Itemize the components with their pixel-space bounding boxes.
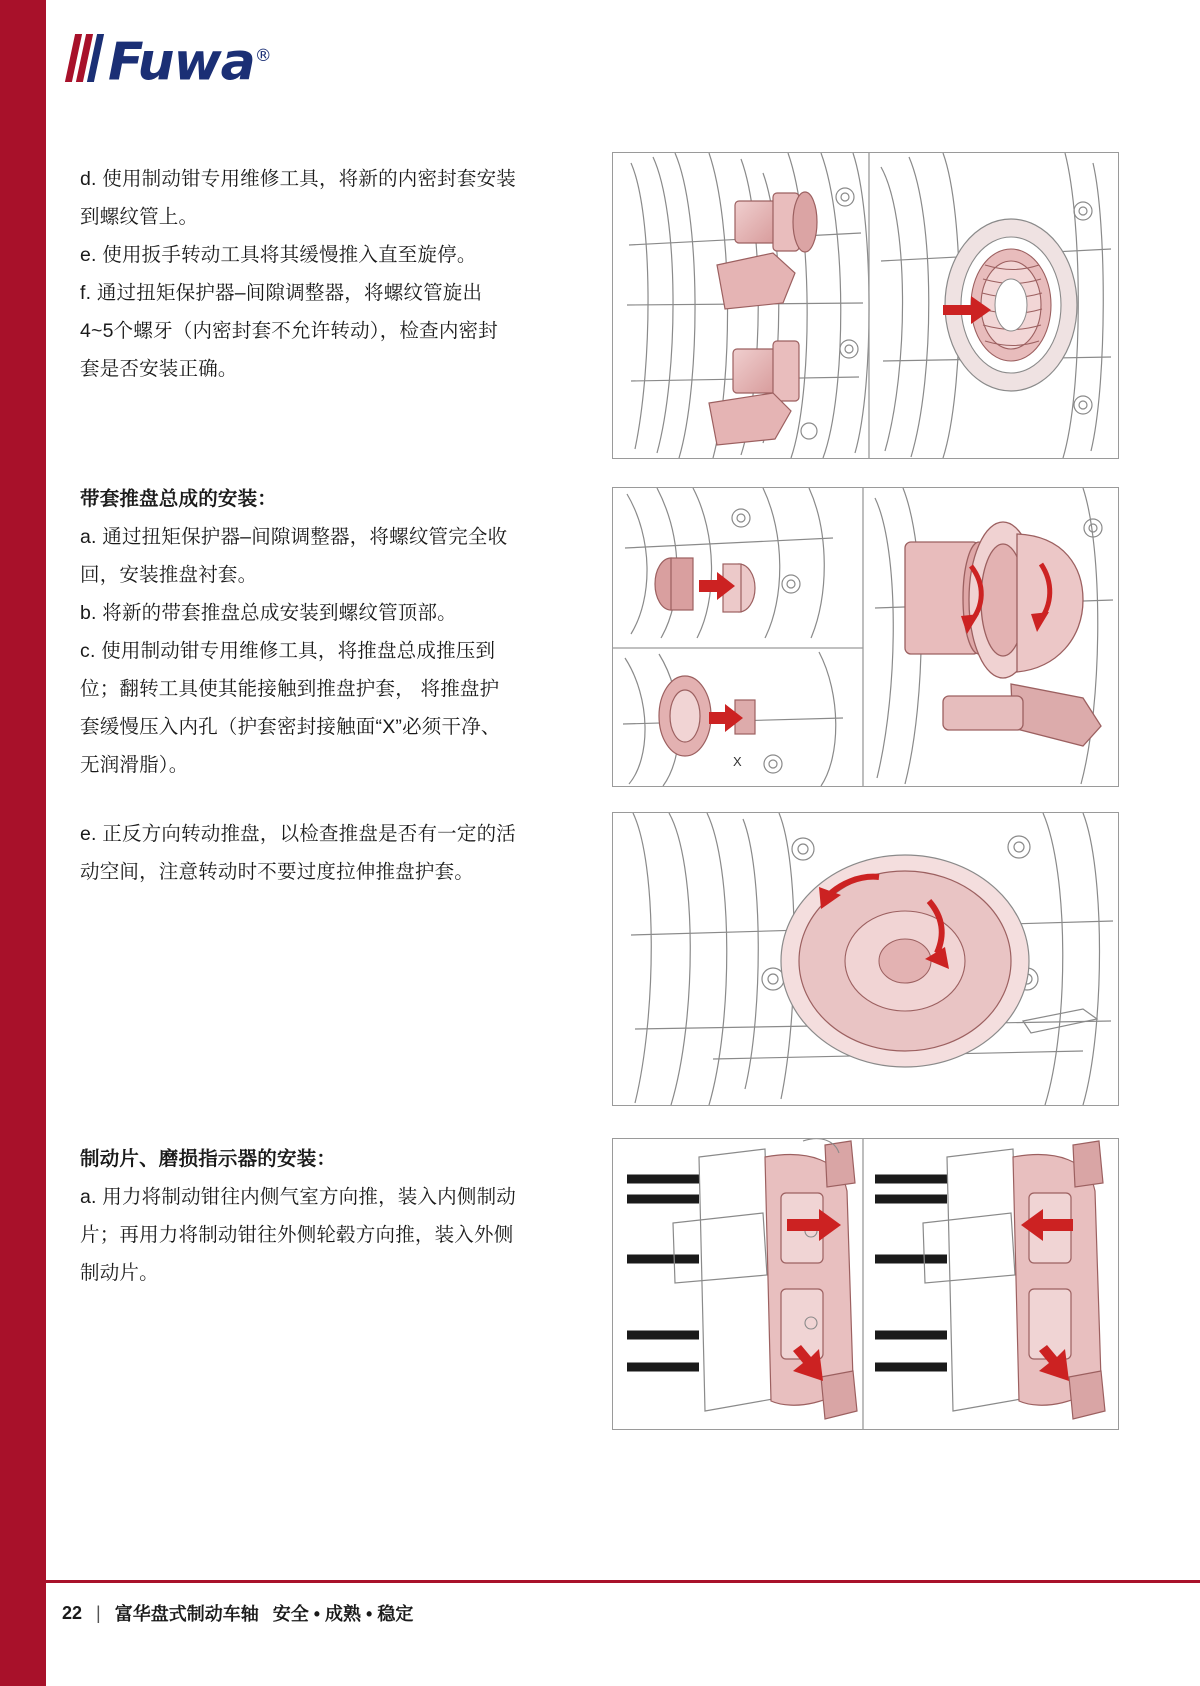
section-thrust-plate-assembly xyxy=(80,480,580,784)
page-header xyxy=(70,28,271,98)
section-brake-pads xyxy=(80,1140,580,1292)
text-line: e. 正反方向转动推盘，以检查推盘是否有一定的活 xyxy=(80,823,516,845)
footer-rule xyxy=(46,1580,1200,1583)
text-line: e. 使用扳手转动工具将其缓慢推入直至旋停。 xyxy=(80,244,477,266)
brand-name: Fuwa® xyxy=(108,32,271,93)
footer-title: 富华盘式制动车轴 xyxy=(114,1604,259,1624)
text-line: 动空间，注意转动时不要过度拉伸推盘护套。 xyxy=(80,861,475,883)
text-line: f. 通过扭矩保护器–间隙调整器，将螺纹管旋出 xyxy=(80,282,483,304)
text-line: 套是否安装正确。 xyxy=(80,358,238,380)
figure-2-illustration xyxy=(613,488,1118,786)
figure-4-illustration xyxy=(613,1139,1118,1429)
text-line: b. 将新的带套推盘总成安装到螺纹管顶部。 xyxy=(80,602,457,624)
text-line: 位；翻转工具使其能接触到推盘护套， 将推盘护 xyxy=(80,678,500,700)
registered-mark: ® xyxy=(254,46,271,66)
text-line: 回，安装推盘衬套。 xyxy=(80,564,258,586)
figure-4 xyxy=(612,1138,1119,1430)
text-line: c. 使用制动钳专用维修工具，将推盘总成推压到 xyxy=(80,640,496,662)
logo-bars-icon xyxy=(70,34,99,82)
footer-separator: | xyxy=(96,1602,101,1623)
page-footer xyxy=(62,1600,413,1626)
text-line: 无润滑脂）。 xyxy=(80,754,189,776)
text-line: a. 通过扭矩保护器–间隙调整器，将螺纹管完全收 xyxy=(80,526,508,548)
figure-1-illustration xyxy=(613,153,1118,458)
left-red-bar xyxy=(0,0,46,1686)
figure-3 xyxy=(612,812,1119,1106)
text-line: 制动片。 xyxy=(80,1262,159,1284)
text-line: d. 使用制动钳专用维修工具，将新的内密封套安装 xyxy=(80,168,516,190)
text-line: 到螺纹管上。 xyxy=(80,206,199,228)
figure-2 xyxy=(612,487,1119,787)
text-line: 片；再用力将制动钳往外侧轮毂方向推，装入外侧 xyxy=(80,1224,514,1246)
footer-slogan: 安全 • 成熟 • 稳定 xyxy=(272,1604,414,1624)
text-line: a. 用力将制动钳往内侧气室方向推，装入内侧制动 xyxy=(80,1186,516,1208)
section-heading: 制动片、磨损指示器的安装： xyxy=(80,1148,337,1170)
page-number: 22 xyxy=(62,1602,83,1623)
brand-logo xyxy=(70,28,271,93)
left-white-gap xyxy=(46,0,60,1686)
section-seal-sleeve xyxy=(80,160,580,388)
section-heading: 带套推盘总成的安装： xyxy=(80,488,278,510)
text-line: 套缓慢压入内孔（护套密封接触面“X”必须干净、 xyxy=(80,716,501,738)
text-line: 4~5个螺牙（内密封套不允许转动），检查内密封 xyxy=(80,320,498,342)
figure-3-illustration xyxy=(613,813,1118,1105)
figure-1 xyxy=(612,152,1119,459)
section-rotate-check xyxy=(80,815,580,891)
x-annotation: X xyxy=(733,754,742,769)
